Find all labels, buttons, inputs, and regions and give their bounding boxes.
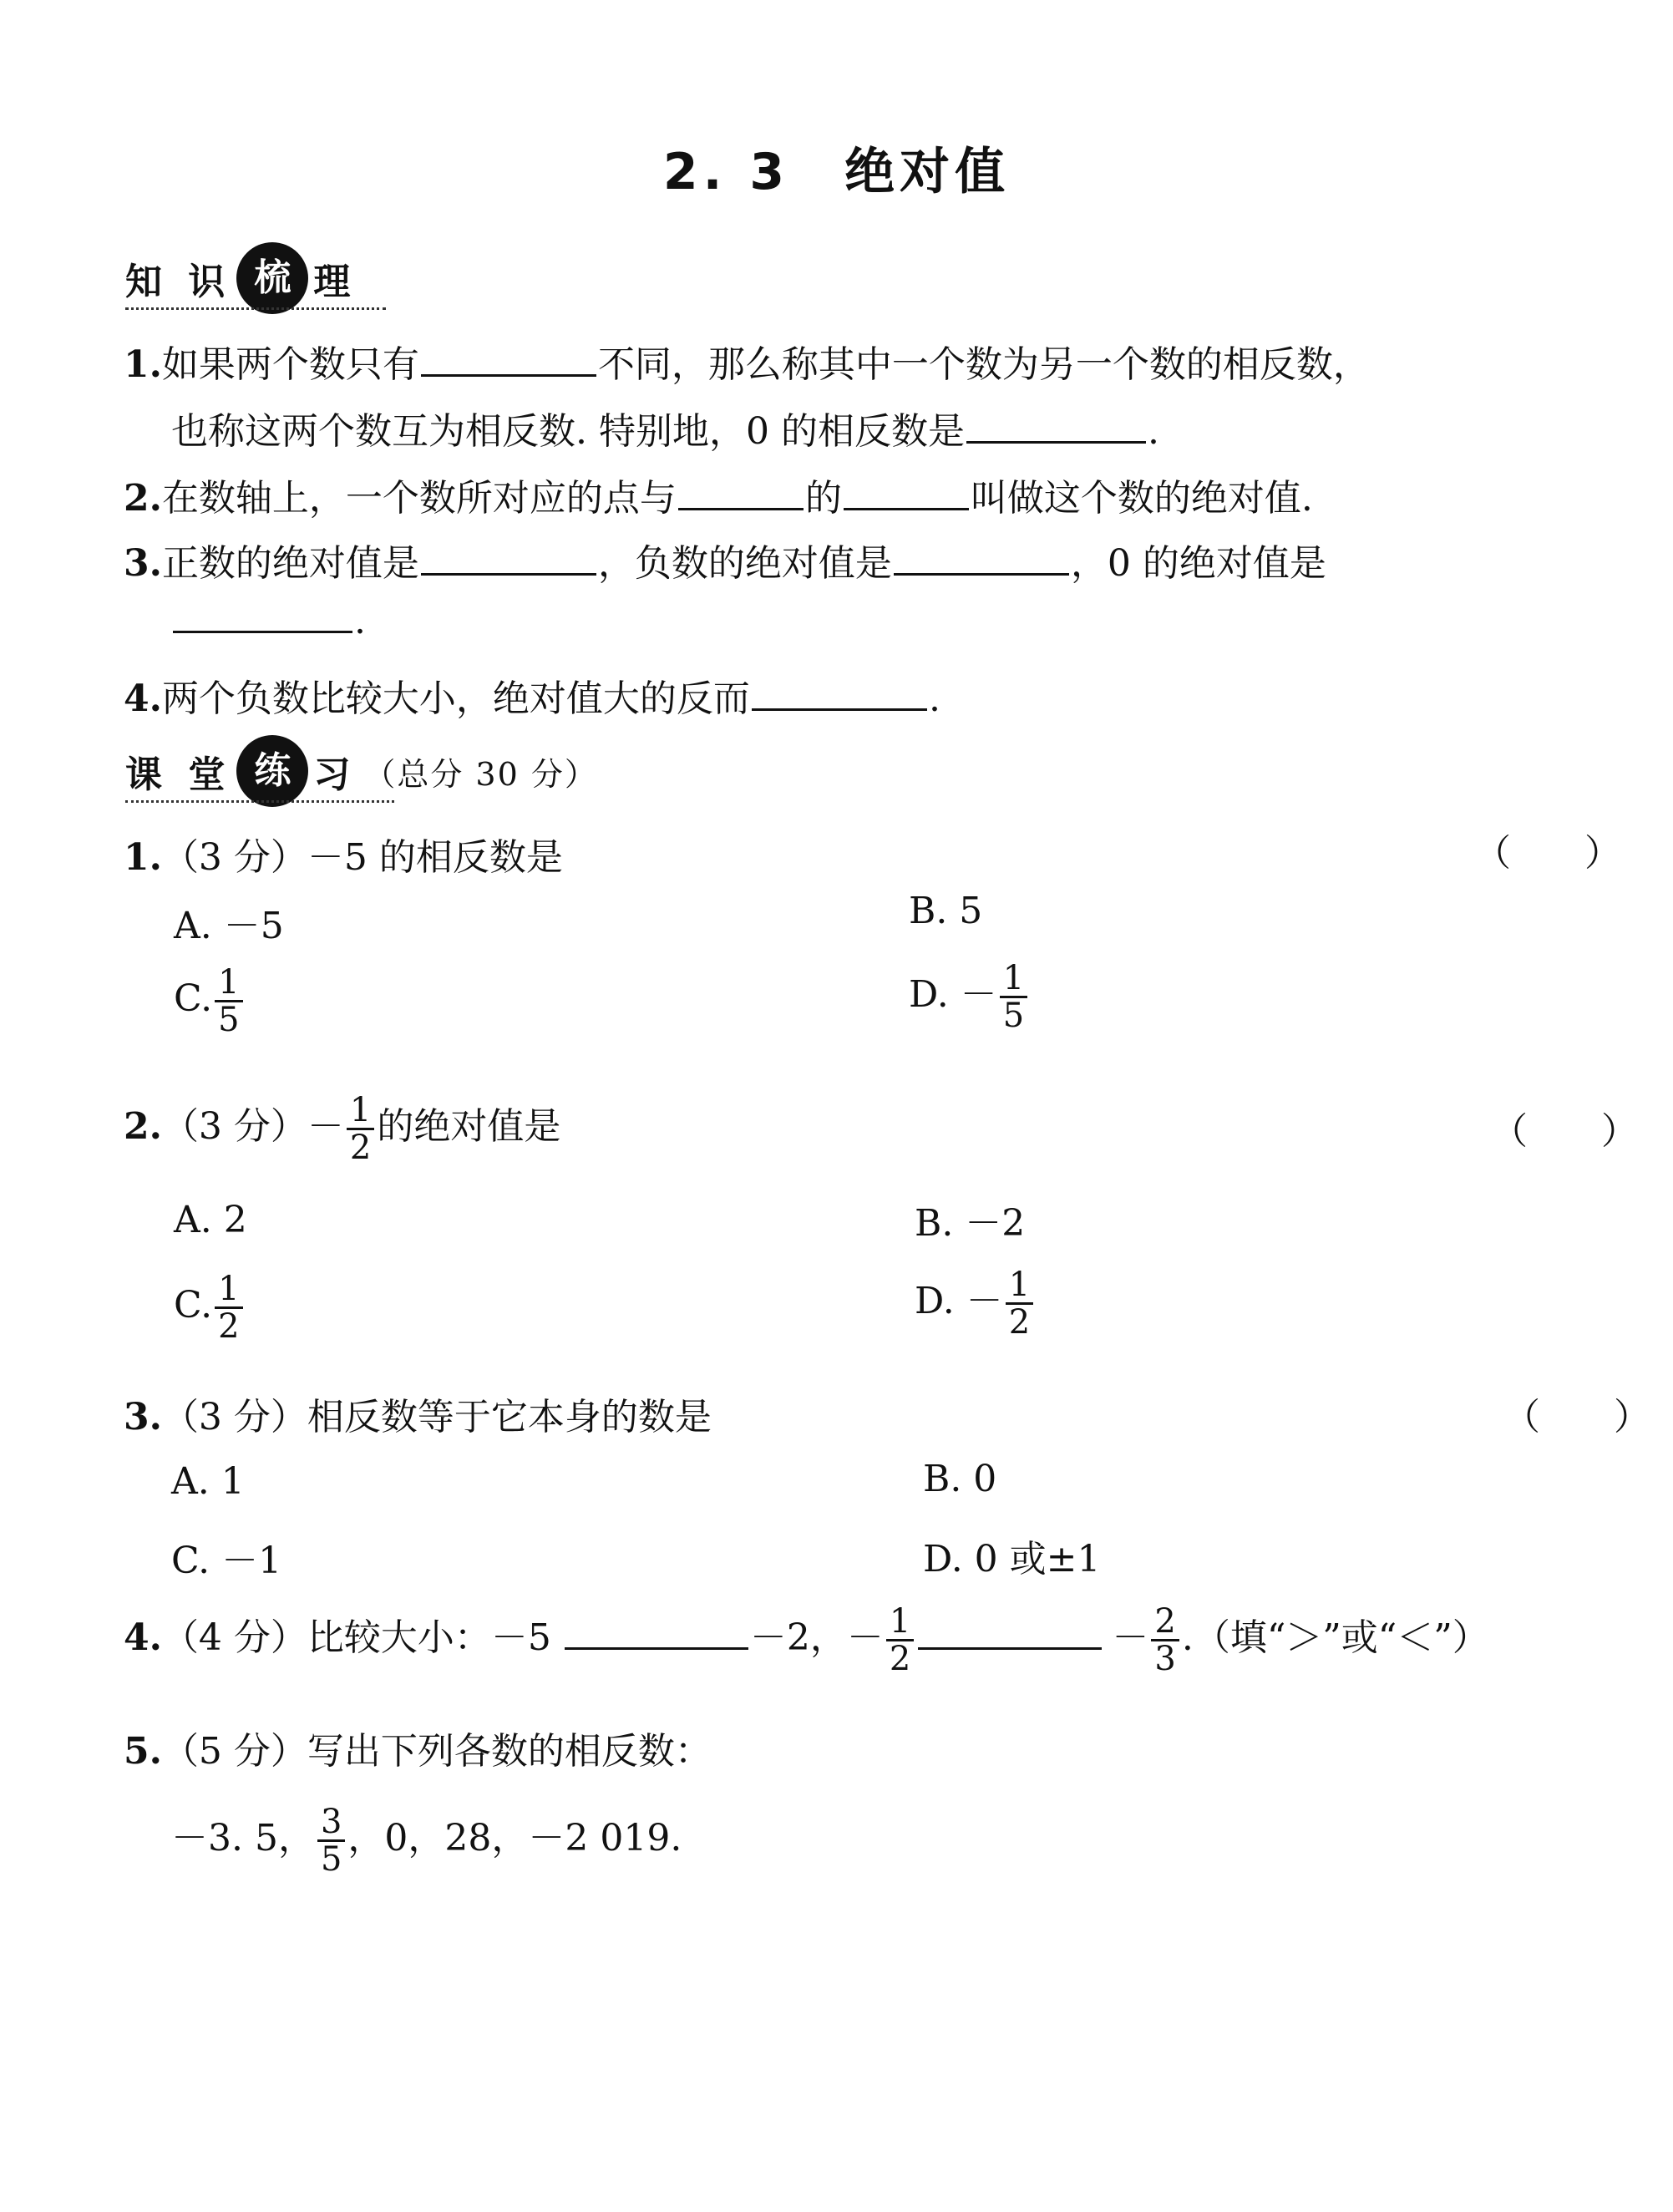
section-header-text: 知 识 xyxy=(125,261,232,303)
section-badge: 梳 xyxy=(236,242,308,314)
fraction-numerator: 1 xyxy=(349,1091,372,1129)
fraction-numerator: 1 xyxy=(1008,1266,1031,1304)
item-text: ，0 的绝对值是 xyxy=(1070,542,1326,585)
item-text: －2，－ xyxy=(749,1616,884,1659)
item-text: 如果两个数只有 xyxy=(161,343,419,386)
item-number: 1. xyxy=(124,343,162,386)
item-number: 1. xyxy=(124,836,162,879)
item-number: 3. xyxy=(124,542,162,585)
option-b[interactable]: B. 0 xyxy=(923,1458,997,1500)
item-text: 在数轴上，一个数所对应的点与 xyxy=(161,477,677,520)
knowledge-item-3 xyxy=(124,533,1326,586)
item-text: （5 分）写出下列各数的相反数： xyxy=(161,1730,712,1773)
section-divider xyxy=(125,307,386,310)
item-text: （4 分）比较大小：－5 xyxy=(161,1616,551,1659)
item-text: 正数的绝对值是 xyxy=(161,542,419,585)
answer-bracket[interactable]: （ ） xyxy=(1474,832,1621,875)
item-text: . xyxy=(928,677,940,720)
knowledge-item-4 xyxy=(124,668,940,722)
option-a[interactable]: A. 1 xyxy=(171,1460,245,1503)
option-c[interactable] xyxy=(174,965,246,1038)
item-text: . xyxy=(354,600,366,642)
item-number: 5. xyxy=(124,1730,162,1773)
answer-blank[interactable] xyxy=(844,507,969,510)
answer-blank[interactable] xyxy=(894,572,1069,576)
fraction xyxy=(1151,1604,1179,1677)
item-text: .（填“＞”或“＜”） xyxy=(1181,1616,1489,1659)
answer-blank[interactable] xyxy=(421,572,596,576)
fraction xyxy=(215,965,242,1038)
fraction-denominator: 2 xyxy=(889,1640,911,1678)
section-header-text: 课 堂 xyxy=(125,753,232,796)
answer-blank[interactable] xyxy=(918,1646,1102,1650)
item-text: －3. 5， xyxy=(171,1817,315,1859)
section-total-score: （总分 30 分） xyxy=(363,755,598,793)
fraction-denominator: 2 xyxy=(1008,1303,1031,1342)
option-a[interactable]: A. －5 xyxy=(174,905,284,947)
item-text: 不同，那么称其中一个数为另一个数的相反数， xyxy=(597,343,1370,386)
fraction-numerator: 1 xyxy=(889,1602,911,1641)
question-5-stem xyxy=(124,1721,712,1774)
item-text: 的 xyxy=(804,477,842,520)
item-text: （3 分）－5 的相反数是 xyxy=(161,836,563,879)
fraction xyxy=(1006,1267,1033,1340)
question-1-stem xyxy=(124,827,563,880)
question-3-stem xyxy=(124,1387,712,1440)
fraction xyxy=(317,1804,345,1877)
item-text: . xyxy=(1147,410,1159,453)
answer-blank[interactable] xyxy=(173,630,352,633)
option-c[interactable] xyxy=(174,1271,246,1344)
answer-blank[interactable] xyxy=(966,440,1146,444)
item-text: （3 分）－ xyxy=(161,1105,344,1148)
item-text: （3 分）相反数等于它本身的数是 xyxy=(161,1396,712,1438)
knowledge-item-1-cont xyxy=(171,401,1159,454)
answer-blank[interactable] xyxy=(421,373,596,377)
item-text: ，0，28，－2 019. xyxy=(347,1817,682,1859)
option-b[interactable]: B. －2 xyxy=(915,1202,1026,1245)
item-number: 2. xyxy=(124,477,162,520)
section-badge: 练 xyxy=(236,735,308,807)
option-label: D. － xyxy=(915,1280,1003,1322)
fraction xyxy=(1000,961,1027,1033)
fraction-denominator: 5 xyxy=(320,1840,342,1879)
option-d[interactable]: D. 0 或±1 xyxy=(923,1538,1101,1580)
option-label: C. xyxy=(174,1284,213,1327)
knowledge-item-1 xyxy=(124,334,1370,388)
fraction-numerator: 1 xyxy=(218,1270,240,1308)
item-number: 3. xyxy=(124,1396,162,1438)
fraction-numerator: 1 xyxy=(218,963,240,1002)
section-header-text: 理 xyxy=(313,261,357,303)
fraction-denominator: 5 xyxy=(1002,997,1025,1035)
option-label: D. － xyxy=(909,973,997,1016)
question-2-stem xyxy=(124,1093,560,1165)
option-c[interactable]: C. －1 xyxy=(171,1540,282,1582)
option-d[interactable] xyxy=(909,961,1030,1033)
answer-blank[interactable] xyxy=(678,507,804,510)
section-header-practice xyxy=(125,735,598,807)
fraction-denominator: 2 xyxy=(349,1129,372,1167)
fraction-numerator: 2 xyxy=(1154,1602,1176,1641)
fraction-denominator: 5 xyxy=(218,1001,240,1039)
section-header-text: 习 xyxy=(313,753,357,796)
item-text: 两个负数比较大小，绝对值大的反而 xyxy=(161,677,750,720)
section-header-knowledge xyxy=(125,242,357,314)
option-d[interactable] xyxy=(915,1267,1036,1340)
answer-blank[interactable] xyxy=(565,1646,748,1650)
question-5-numbers xyxy=(171,1804,682,1877)
item-number: 2. xyxy=(124,1105,162,1148)
fraction xyxy=(215,1271,242,1344)
fraction-denominator: 2 xyxy=(218,1307,240,1346)
item-text: 叫做这个数的绝对值. xyxy=(970,477,1313,520)
section-divider xyxy=(125,800,394,803)
item-number: 4. xyxy=(124,677,162,720)
fraction xyxy=(347,1093,374,1165)
item-text: 的绝对值是 xyxy=(377,1105,561,1148)
knowledge-item-3-cont xyxy=(171,600,366,642)
item-text: 也称这两个数互为相反数. 特别地，0 的相反数是 xyxy=(171,410,965,453)
item-number: 4. xyxy=(124,1616,162,1659)
page-title: 2. 3 绝对值 xyxy=(662,143,1011,201)
option-label: C. xyxy=(174,977,213,1020)
fraction-numerator: 1 xyxy=(1002,959,1025,997)
fraction-numerator: 3 xyxy=(320,1803,342,1841)
answer-bracket[interactable]: （ ） xyxy=(1491,1110,1638,1153)
question-4-stem xyxy=(124,1604,1489,1677)
fraction-denominator: 3 xyxy=(1154,1640,1176,1678)
answer-bracket[interactable]: （ ） xyxy=(1503,1396,1650,1438)
fraction xyxy=(886,1604,914,1677)
item-text: － xyxy=(1112,1616,1149,1659)
option-b[interactable]: B. 5 xyxy=(909,890,983,932)
item-text: ，负数的绝对值是 xyxy=(597,542,892,585)
option-a[interactable]: A. 2 xyxy=(174,1199,247,1241)
answer-blank[interactable] xyxy=(752,708,927,711)
knowledge-item-2 xyxy=(124,468,1313,521)
